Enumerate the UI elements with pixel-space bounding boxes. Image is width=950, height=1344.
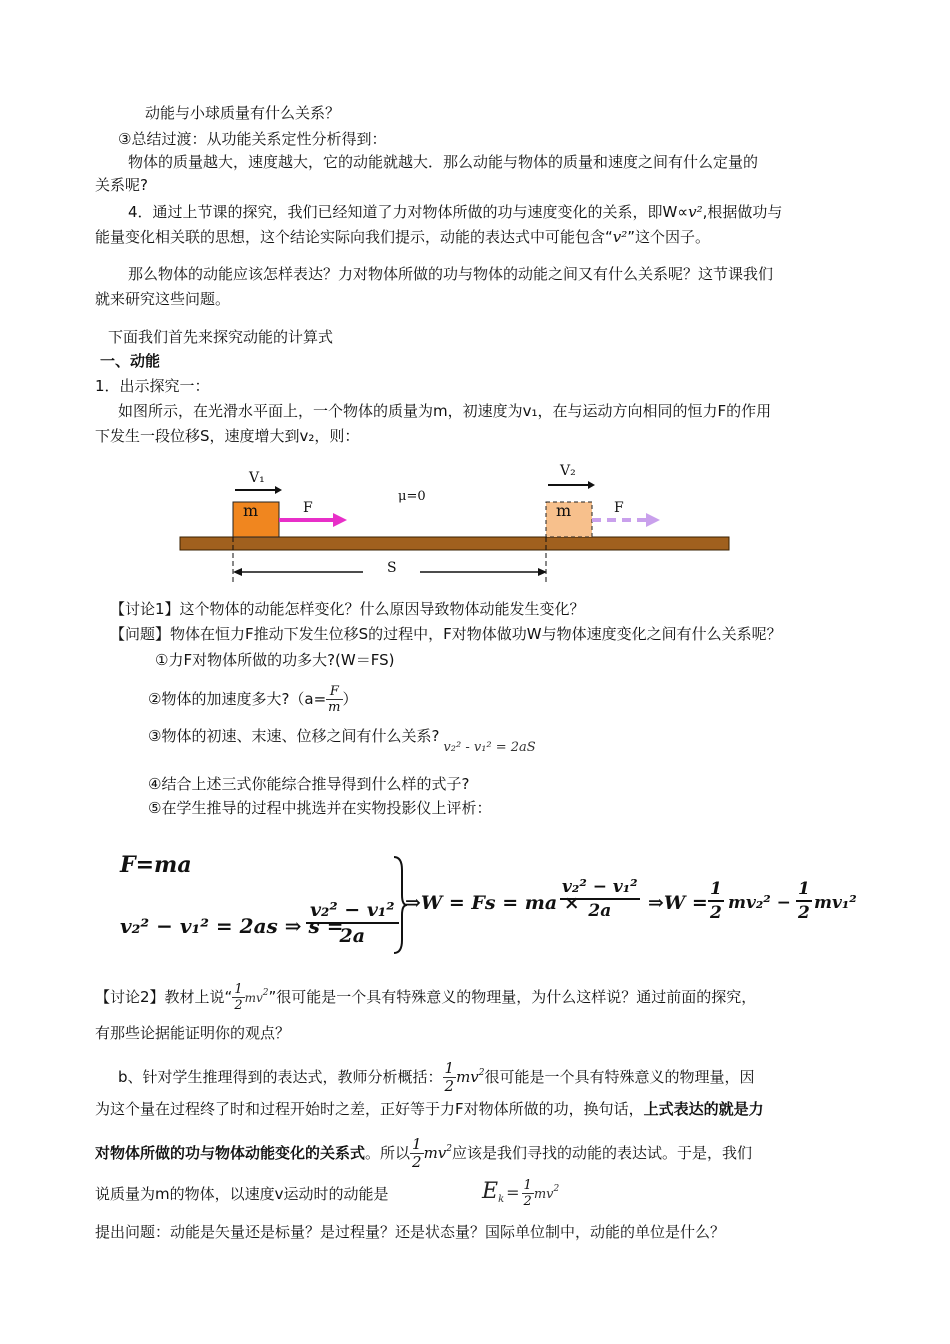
text-line: 就来研究这些问题。	[95, 290, 231, 308]
v2-arrowhead	[588, 481, 595, 489]
text-line	[118, 1060, 755, 1095]
frac-num: 1	[444, 1059, 455, 1077]
frac-num: 1	[523, 1178, 532, 1193]
displacement-label: S	[387, 560, 397, 576]
mass-label: m	[243, 501, 259, 520]
text-line: 提出问题：动能是矢量还是标量？是过程量？还是状态量？国际单位制中，动能的单位是什么？	[95, 1223, 726, 1241]
hw-half-1	[708, 878, 724, 924]
text-line: 如图所示，在光滑水平面上，一个物体的质量为m，初速度为v₁，在与运动方向相同的恒力F的作用	[118, 402, 772, 420]
force-arrowhead-2	[646, 513, 660, 527]
hw-work-a: ⇒W = Fs = ma ×	[405, 892, 580, 914]
text-span: ）	[342, 690, 358, 708]
text-span: 4．通过上节课的探究，我们已经知道了力对物体所做的功与速度变化的关系，即W∝	[128, 203, 689, 221]
text-line	[95, 1136, 752, 1171]
math-span: mv	[244, 991, 263, 1005]
frac-den: 2	[412, 1153, 422, 1171]
math-span: mv	[456, 1068, 479, 1086]
hw-den: 2a	[339, 925, 366, 947]
text-line: ③总结过渡：从功能关系定性分析得到：	[118, 130, 387, 148]
kinetic-energy-formula	[482, 1178, 559, 1210]
text-line: ④结合上述三式你能综合推导得到什么样的式子?	[148, 775, 470, 793]
text-line: ⑤在学生推导的过程中挑选并在实物投影仪上评析：	[148, 799, 492, 817]
frac-num: 1	[412, 1135, 422, 1153]
text-line: ①力F对物体所做的功多大?(W＝FS)	[155, 651, 395, 669]
text-span: ”这个因子。	[627, 228, 711, 246]
hw-num: v₂² − v₁²	[560, 876, 640, 900]
velocity-relation: v₂² - v₁² = 2aS	[443, 740, 536, 755]
hw-two: 2	[798, 903, 810, 923]
section-heading: 一、动能	[100, 352, 161, 370]
force-arrowhead-1	[333, 513, 347, 527]
text-span: 能量变化相关联的思想，这个结论实际向我们提示，动能的表达式中可能包含“	[95, 228, 613, 246]
math-sup: 2	[446, 1144, 453, 1154]
math-sup: 2	[262, 988, 269, 998]
hw-one: 1	[796, 878, 812, 902]
hw-term1: mv₂² −	[728, 893, 791, 913]
ground-bar	[180, 537, 729, 550]
frac-num: F	[326, 684, 342, 700]
math-k: k	[498, 1194, 505, 1205]
text-line: 动能与小球质量有什么关系？	[145, 104, 341, 122]
hw-row2: v₂² − v₁² = 2as ⇒ s =	[120, 914, 344, 938]
hw-two: 2	[710, 903, 722, 923]
text-line	[148, 726, 536, 755]
hw-den: 2a	[588, 901, 612, 921]
text-line: 下发生一段位移S，速度增大到v₂，则：	[95, 427, 360, 445]
text-span: ”很可能是一个具有特殊意义的物理量，为什么这样说？通过前面的探究，	[268, 988, 757, 1006]
text-line	[148, 684, 358, 715]
mv-squared	[456, 1068, 484, 1086]
accel-fraction	[326, 684, 342, 715]
frac-den: 2	[234, 998, 243, 1013]
text-span: ,根据做功与	[702, 203, 783, 221]
bold-span: 对物体所做的功与物体动能变化的关系式	[95, 1144, 366, 1162]
hw-fraction2	[560, 876, 640, 922]
text-line	[128, 202, 782, 222]
math-eq: =	[506, 1183, 520, 1202]
mass-label: m	[556, 501, 572, 520]
mv-squared	[244, 988, 269, 1005]
hw-half-2	[796, 878, 812, 924]
hw-term2: mv₁²	[814, 893, 857, 913]
s-arrowhead-left	[233, 568, 242, 576]
text-line	[95, 1099, 764, 1119]
frac-den: m	[328, 700, 341, 715]
bold-span: 上式表达的就是力	[643, 1100, 764, 1118]
half-fraction	[522, 1178, 534, 1209]
text-line: 有那些论据能证明你的观点？	[95, 1024, 291, 1042]
text-line: 说质量为m的物体，以速度v运动时的动能是	[95, 1185, 389, 1203]
motion-diagram	[170, 455, 740, 595]
v-squared: v²	[612, 228, 628, 246]
text-line: 【问题】物体在恒力F推动下发生位移S的过程中，F对物体做功W与物体速度变化之间有什么关系呢？	[110, 625, 782, 643]
text-line: 下面我们首先来探究动能的计算式	[108, 328, 334, 346]
text-span: 【讨论2】教材上说“	[95, 988, 233, 1006]
half-fraction	[443, 1060, 457, 1095]
mv-squared	[424, 1144, 452, 1162]
half-fraction	[410, 1136, 424, 1171]
frac-num: 1	[234, 982, 243, 997]
text-line: 【讨论1】这个物体的动能怎样变化？什么原因导致物体动能发生变化？	[110, 600, 585, 618]
math-sup: 2	[478, 1068, 485, 1078]
text-line	[95, 982, 756, 1013]
v1-arrowhead	[275, 486, 282, 494]
text-span: 。所以	[365, 1144, 411, 1162]
text-line: 1．出示探究一：	[95, 377, 210, 395]
math-E: E	[482, 1179, 499, 1204]
friction-label: μ=0	[398, 489, 426, 504]
text-line: 那么物体的动能应该怎样表达？力对物体所做的功与物体的动能之间又有什么关系呢？这节课我们	[128, 265, 774, 283]
frac-den: 2	[444, 1077, 455, 1095]
hw-one: 1	[708, 878, 724, 902]
hw-num: v₂² − v₁²	[306, 898, 399, 924]
half-fraction	[232, 982, 244, 1013]
frac-den: 2	[523, 1194, 532, 1209]
v1-label: V₁	[249, 470, 265, 486]
text-span: 为这个量在过程终了时和过程开始时之差，正好等于力F对物体所做的功，换句话，	[95, 1100, 644, 1118]
math-span: mv	[533, 1187, 554, 1202]
hw-f-ma: F=ma	[120, 852, 192, 878]
text-line: 关系呢?	[95, 176, 148, 194]
text-span: 应该是我们寻找的动能的表达试。于是，我们	[452, 1144, 753, 1162]
text-span: 很可能是一个具有特殊意义的物理量，因	[484, 1068, 755, 1086]
force-label-2: F	[614, 500, 624, 516]
hw-work-b: ⇒W =	[648, 892, 708, 914]
math-span: mv	[423, 1144, 447, 1162]
text-line	[95, 227, 710, 247]
text-span: ③物体的初速、末速、位移之间有什么关系?	[148, 727, 440, 745]
hw-fraction	[306, 898, 399, 948]
math-sup: 2	[553, 1184, 560, 1194]
force-label-1: F	[303, 500, 313, 516]
v-squared: v²	[688, 203, 703, 221]
mv-squared	[533, 1184, 560, 1202]
text-line: 物体的质量越大，速度越大，它的动能就越大．那么动能与物体的质量和速度之间有什么定量的	[128, 153, 759, 171]
text-span: ②物体的加速度多大?（a=	[148, 690, 327, 708]
text-span: b、针对学生推理得到的表达式，教师分析概括：	[118, 1068, 443, 1086]
v2-label: V₂	[560, 463, 576, 479]
